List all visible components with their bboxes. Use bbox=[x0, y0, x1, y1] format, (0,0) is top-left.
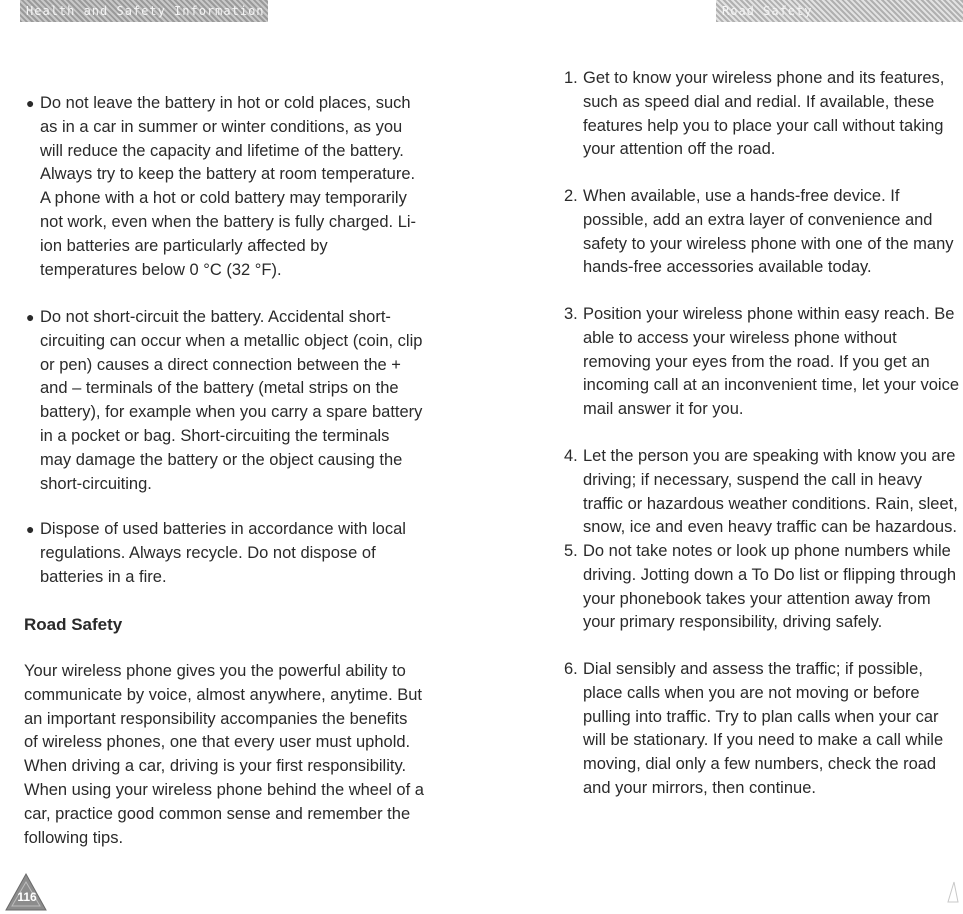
section-paragraph: Your wireless phone gives you the powerful ability to communicate by voice, almost anywhere, anytime. But an important responsibility accompanies the benefits of wireless phones, one that every user must uphold. When driving a car, driving is your first responsibility. When using your wireless phone behind the wheel of a car, practice good common sense and remember the following tips. bbox=[24, 662, 424, 847]
bullet-icon: ● bbox=[26, 521, 35, 537]
tip-number: 5. bbox=[564, 542, 578, 560]
page-number: 116 bbox=[17, 890, 37, 904]
tip-text: Do not take notes or look up phone numbers while driving. Jotting down a To Do list or flipping through your phonebook takes your attention away from your primary responsibility, driving safely. bbox=[583, 542, 956, 632]
list-item bbox=[24, 518, 424, 589]
left-column-block-2 bbox=[24, 306, 424, 496]
section-header-right: Road Safety bbox=[716, 0, 963, 22]
tip-text: Get to know your wireless phone and its features, such as speed dial and redial. If available, these features help you to place your call without taking your attention off the road. bbox=[583, 69, 945, 159]
tip-number: 6. bbox=[564, 660, 578, 678]
left-column bbox=[24, 92, 424, 282]
tip-text: Let the person you are speaking with know you are driving; if necessary, suspend the call in heavy traffic or hazardous weather conditions. Rain, sleet, snow, ice and even heavy traffic can be hazardous. bbox=[583, 447, 958, 537]
tip-2 bbox=[564, 185, 962, 280]
tip-5 bbox=[564, 540, 962, 635]
road-safety-intro-block bbox=[24, 660, 424, 850]
bullet-text: Do not short-circuit the battery. Accidental short-circuiting can occur when a metallic object (coin, clip or pen) causes a direct connection between the + and – terminals of the battery (metal strips on the battery), for example when you carry a spare battery in a pocket or bag. Short-circuiting the terminals may damage the battery or the object causing the short-circuiting. bbox=[40, 308, 423, 493]
tip-number: 1. bbox=[564, 69, 578, 87]
tip-text: Dial sensibly and assess the traffic; if possible, place calls when you are not moving or before pulling into traffic. Try to plan calls when your car will be stationary. If you need to make a call while moving, dial only a few numbers, check the road and your mirrors, then continue. bbox=[583, 660, 944, 797]
bullet-text: Do not leave the battery in hot or cold places, such as in a car in summer or winter conditions, as you will reduce the capacity and lifetime of the battery. Always try to keep the battery at room temperature. A phone with a hot or cold battery may temporarily not work, even when the battery is fully charged. Li-ion batteries are particularly affected by temperatures below 0 °C (32 °F). bbox=[40, 94, 417, 279]
list-item bbox=[24, 306, 424, 496]
list-item bbox=[24, 92, 424, 282]
section-header-left: Health and Safety Information bbox=[20, 0, 268, 22]
left-column-block-3 bbox=[24, 518, 424, 589]
tip-text: When available, use a hands-free device. If possible, add an extra layer of convenience and safety to your wireless phone with one of the many hands-free accessories available today. bbox=[583, 187, 954, 277]
tip-6 bbox=[564, 658, 962, 801]
tip-text: Position your wireless phone within easy reach. Be able to access your wireless phone without removing your eyes from the road. If you get an incoming call at an inconvenient time, let your voice mail answer it for you. bbox=[583, 305, 960, 419]
bullet-icon: ● bbox=[26, 309, 35, 325]
bullet-icon: ● bbox=[26, 95, 35, 111]
bullet-text: Dispose of used batteries in accordance with local regulations. Always recycle. Do not dispose of batteries in a fire. bbox=[40, 520, 406, 586]
tip-3 bbox=[564, 303, 962, 422]
section-heading: Road Safety bbox=[24, 615, 123, 634]
tip-number: 3. bbox=[564, 305, 578, 323]
tip-number: 2. bbox=[564, 187, 578, 205]
road-safety-heading-block bbox=[24, 613, 424, 637]
tip-4 bbox=[564, 445, 962, 540]
tip-number: 4. bbox=[564, 447, 578, 465]
corner-mark-icon bbox=[944, 880, 960, 906]
tip-1 bbox=[564, 67, 962, 162]
